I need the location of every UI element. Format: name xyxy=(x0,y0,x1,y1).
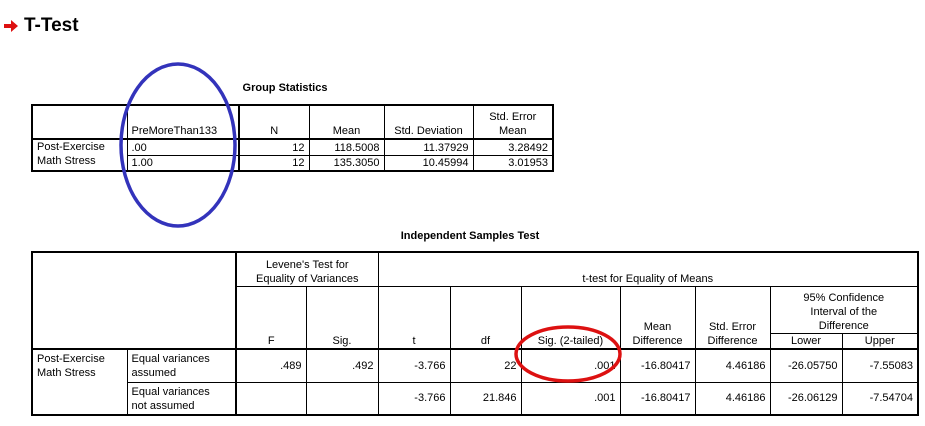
independent-samples-table xyxy=(31,251,919,416)
assumption-label xyxy=(127,382,236,415)
se-diff-header xyxy=(695,286,770,349)
ttest-header: t-test for Equality of Means xyxy=(378,252,918,286)
assumption-label-line2: not assumed xyxy=(131,399,195,412)
assumption-label-line1: Equal variances xyxy=(131,353,210,365)
se-diff-header-line2: Difference xyxy=(707,335,758,347)
mean-cell: 135.3050 xyxy=(309,155,384,171)
table-row xyxy=(32,382,918,415)
mean-diff-cell: -16.80417 xyxy=(620,349,695,382)
upper-cell: -7.55083 xyxy=(842,349,918,382)
assumption-label-line2: assumed xyxy=(131,367,177,379)
arrow-right-icon xyxy=(4,20,18,32)
section-heading xyxy=(4,14,79,38)
levene-header xyxy=(236,252,378,286)
std-err-cell: 3.28492 xyxy=(473,139,553,155)
df-cell: 22 xyxy=(450,349,521,382)
se-diff-cell: 4.46186 xyxy=(695,382,770,415)
mean-diff-header xyxy=(620,286,695,349)
sig2-header: Sig. (2-tailed) xyxy=(521,286,620,349)
n-header: N xyxy=(239,105,309,139)
variable-label xyxy=(32,349,127,415)
group-var-header: PreMoreThan133 xyxy=(127,105,239,139)
levene-header-line2: Equality of Variances xyxy=(255,272,359,285)
std-err-header xyxy=(473,105,553,139)
se-diff-header-line1: Std. Error xyxy=(708,321,757,333)
se-diff-cell: 4.46186 xyxy=(695,349,770,382)
corner-cell xyxy=(32,105,127,139)
section-title: T-Test xyxy=(24,15,79,36)
std-dev-cell: 10.45994 xyxy=(384,155,473,171)
independent-samples-caption: Independent Samples Test xyxy=(400,230,540,242)
sig-cell: .492 xyxy=(306,349,378,382)
n-cell: 12 xyxy=(239,139,309,155)
table-row xyxy=(32,139,553,155)
levene-header-line1: Levene's Test for xyxy=(265,258,349,271)
group-cell: 1.00 xyxy=(127,155,239,171)
df-cell: 21.846 xyxy=(450,382,521,415)
group-statistics-table xyxy=(31,104,554,172)
f-cell xyxy=(236,382,306,415)
mean-cell: 118.5008 xyxy=(309,139,384,155)
variable-label-line2: Math Stress xyxy=(37,155,96,167)
std-err-cell: 3.01953 xyxy=(473,155,553,171)
n-cell: 12 xyxy=(239,155,309,171)
df-header: df xyxy=(450,286,521,349)
f-cell: .489 xyxy=(236,349,306,382)
f-header: F xyxy=(236,286,306,349)
sig-header: Sig. xyxy=(306,286,378,349)
lower-header: Lower xyxy=(770,333,842,349)
t-cell: -3.766 xyxy=(378,349,450,382)
t-cell: -3.766 xyxy=(378,382,450,415)
sig2-cell: .001 xyxy=(521,382,620,415)
variable-label-line2: Math Stress xyxy=(37,367,96,379)
std-err-header-line1: Std. Error xyxy=(489,111,537,123)
variable-label-line1: Post-Exercise xyxy=(37,141,105,153)
group-cell: .00 xyxy=(127,139,239,155)
variable-label xyxy=(32,139,127,171)
corner-cell xyxy=(32,252,236,349)
table-row xyxy=(32,349,918,382)
lower-cell: -26.06129 xyxy=(770,382,842,415)
variable-label-line1: Post-Exercise xyxy=(37,353,105,365)
ci-header-line3: Difference xyxy=(818,319,869,332)
std-dev-cell: 11.37929 xyxy=(384,139,473,155)
sig-cell xyxy=(306,382,378,415)
t-header: t xyxy=(378,286,450,349)
std-err-header-line2: Mean xyxy=(498,125,527,137)
assumption-label-line1: Equal variances xyxy=(131,385,210,398)
group-statistics-caption: Group Statistics xyxy=(242,82,328,94)
upper-header: Upper xyxy=(842,333,918,349)
mean-header: Mean xyxy=(309,105,384,139)
ci-header-line2: Interval of the xyxy=(810,305,878,318)
mean-diff-header-line1: Mean xyxy=(643,321,672,333)
lower-cell: -26.05750 xyxy=(770,349,842,382)
std-dev-header: Std. Deviation xyxy=(384,105,473,139)
ci-header-line1: 95% Confidence xyxy=(803,291,885,304)
mean-diff-header-line2: Difference xyxy=(632,335,683,347)
upper-cell: -7.54704 xyxy=(842,382,918,415)
mean-diff-cell: -16.80417 xyxy=(620,382,695,415)
sig2-cell: .001 xyxy=(521,349,620,382)
ci-header xyxy=(770,286,918,333)
assumption-label xyxy=(127,349,236,382)
